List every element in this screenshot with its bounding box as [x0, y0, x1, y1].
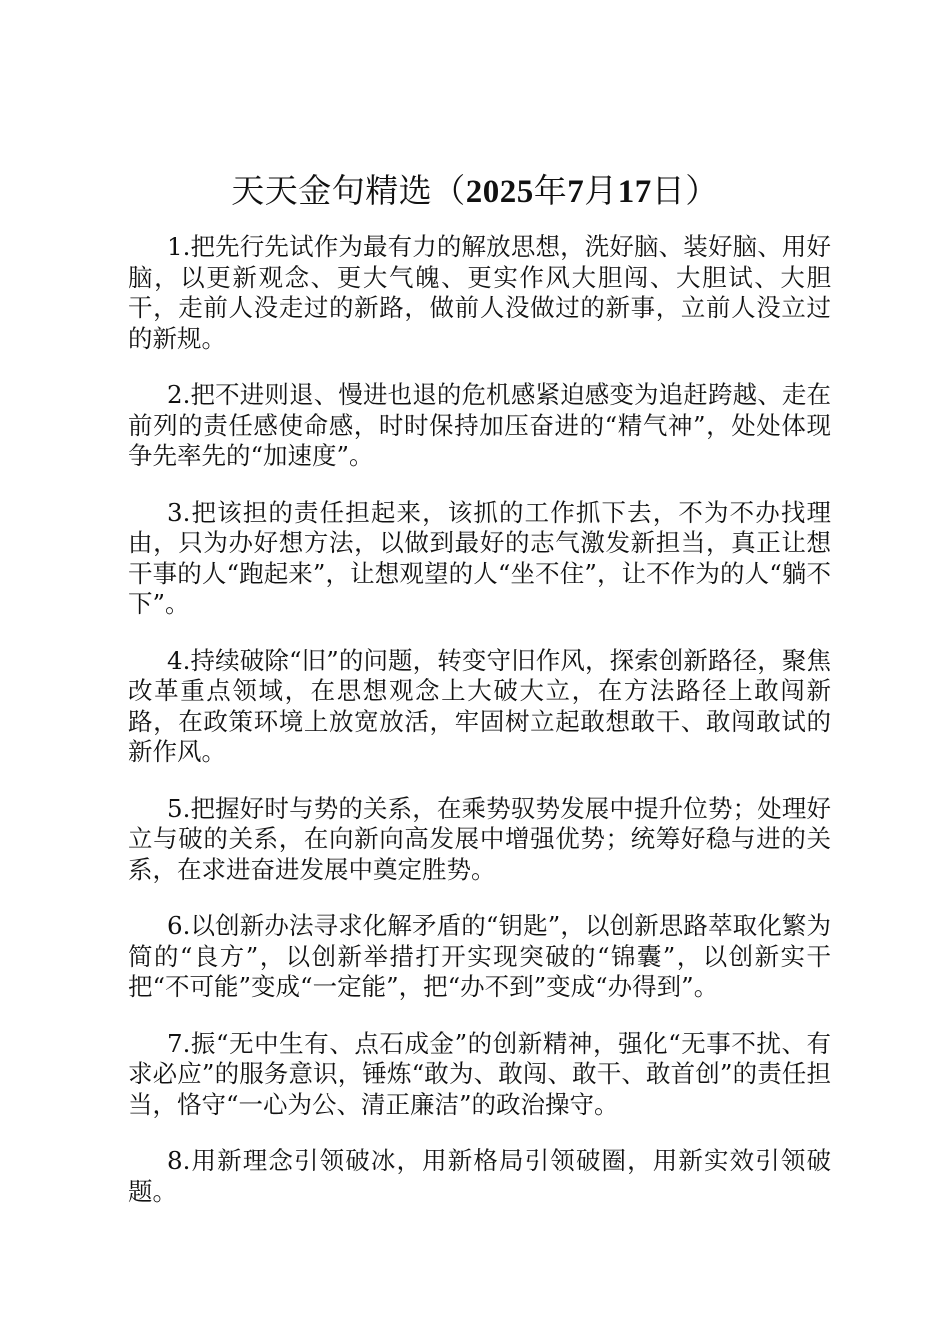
quote-paragraph-7: 7.振“无中生有、点石成金”的创新精神，强化“无事不扰、有求必应”的服务意识，锤炼“敢为、敢闯、敢干、敢首创”的责任担当，恪守“一心为公、清正廉洁”的政治操守。 — [128, 1028, 831, 1119]
quote-paragraph-8: 8.用新理念引领破冰，用新格局引领破圈，用新实效引领破题。 — [128, 1146, 831, 1206]
quote-paragraph-4: 4.持续破除“旧”的问题，转变守旧作风，探索创新路径，聚焦改革重点领域，在思想观念上大破大立，在方法路径上敢闯新路，在政策环境上放宽放活，牢固树立起敢想敢干、敢闯敢试的新作风。 — [128, 645, 831, 766]
quote-paragraph-5: 5.把握好时与势的关系，在乘势驭势发展中提升位势；处理好立与破的关系，在向新向高发展中增强优势；统筹好稳与进的关系，在求进奋进发展中奠定胜势。 — [128, 793, 831, 884]
title-day: 17 — [617, 174, 652, 210]
document-body — [128, 232, 831, 1233]
quote-paragraph-3: 3.把该担的责任担起来，该抓的工作抓下去，不为不办找理由，只为办好想方法，以做到最好的志气激发新担当，真正让想干事的人“跑起来”，让想观望的人“坐不住”，让不作为的人“躺不下”。 — [128, 497, 831, 618]
title-prefix: 天天金句精选（ — [231, 171, 466, 210]
title-month-char: 月 — [584, 171, 618, 210]
page-title — [0, 168, 950, 215]
title-year: 2025 — [465, 174, 534, 210]
title-year-char: 年 — [533, 171, 568, 210]
quote-paragraph-1: 1.把先行先试作为最有力的解放思想，洗好脑、装好脑、用好脑，以更新观念、更大气魄、更实作风大胆闯、大胆试、大胆干，走前人没走过的新路，做前人没做过的新事，立前人没立过的新规。 — [128, 232, 831, 353]
title-day-char: 日） — [651, 171, 719, 210]
quote-paragraph-2: 2.把不进则退、慢进也退的危机感紧迫感变为追赶跨越、走在前列的责任感使命感，时时保持加压奋进的“精气神”，处处体现争先率先的“加速度”。 — [128, 380, 831, 470]
quote-paragraph-6: 6.以创新办法寻求化解矛盾的“钥匙”，以创新思路萃取化繁为简的“良方”，以创新举措打开实现突破的“锦囊”，以创新实干把“不可能”变成“一定能”，把“办不到”变成“办得到”。 — [128, 911, 831, 1001]
title-month: 7 — [567, 174, 585, 210]
